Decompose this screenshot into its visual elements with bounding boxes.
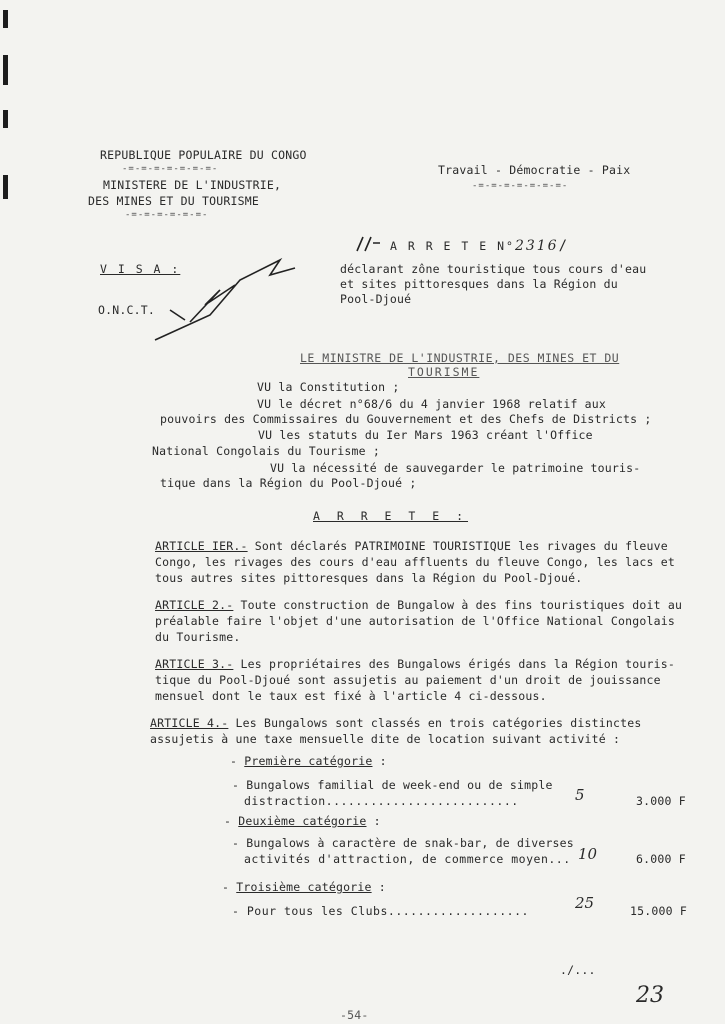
article-1-line3: tous autres sites pittoresques dans la Région du Pool-Djoué. [155,571,583,585]
consideration-statutes-line1: VU les statuts du Ier Mars 1963 créant l'Office [258,428,593,442]
country-name: REPUBLIQUE POPULAIRE DU CONGO [100,148,307,162]
category-1-desc-line1: - Bungalows familial de week-end ou de simple [232,778,553,792]
continuation-mark: ./... [560,963,596,977]
article-2-text: Toute construction de Bungalow à des fins touristiques doit au [233,598,683,612]
category-2-title: Deuxième catégorie [238,814,367,828]
binding-mark [3,55,8,85]
signature-scribble [150,250,300,350]
article-3-line2: tique du Pool-Djoué sont assujetis au paiement d'un droit de jouissance [155,673,661,687]
arrete-heading: A R R E T E : [313,509,469,523]
ministry-rule: -=-=-=-=-=-=- [125,210,209,220]
binding-mark [3,10,8,28]
consideration-heritage-line1: VU la nécessité de sauvegarder le patrimoine touris- [270,461,641,475]
category-3-amount: 15.000 F [630,904,687,918]
category-1-desc-line2: distraction.......................... [244,794,519,808]
category-2-title-row: - Deuxième catégorie : [224,814,381,828]
category-1-hand-value: 5 [575,786,585,804]
visa-label: V I S A : [100,262,181,276]
article-2-label: ARTICLE 2.- [155,598,234,612]
article-2-line3: du Tourisme. [155,630,241,644]
ministry-line2: DES MINES ET DU TOURISME [88,194,259,208]
decree-heading: A R R E T E N°2316/ [390,238,570,254]
article-3-line3: mensuel dont le taux est fixé à l'article 4 ci-dessous. [155,689,547,703]
handwritten-prefix-mark [353,233,383,255]
category-3-title: Troisième catégorie [236,880,372,894]
consideration-heritage-line2: tique dans la Région du Pool-Djoué ; [160,476,417,490]
article-3-label: ARTICLE 3.- [155,657,234,671]
category-3-hand-value: 25 [575,894,595,912]
article-1-line2: Congo, les rivages des cours d'eau affluents du fleuve Congo, les lacs et [155,555,676,569]
country-rule: -=-=-=-=-=-=-=- [122,164,219,174]
consideration-decree-line1: VU le décret n°68/6 du 4 janvier 1968 relatif aux [257,397,607,411]
minister-title-line1: LE MINISTRE DE L'INDUSTRIE, DES MINES ET DU [300,351,620,365]
decree-subject-line1: déclarant zône touristique tous cours d'eau [340,262,647,276]
article-4-line1 [150,716,642,730]
binding-mark [3,175,8,199]
article-2-line1 [155,598,682,612]
page-number: 23 [636,983,664,1008]
binding-mark [3,110,8,128]
consideration-statutes-line2: National Congolais du Tourisme ; [152,444,380,458]
decree-subject-line2: et sites pittoresques dans la Région du [340,277,618,291]
decree-prefix: A R R E T E N° [390,239,515,253]
category-1-title-row: - Première catégorie : [230,754,387,768]
ministry-line1: MINISTERE DE L'INDUSTRIE, [103,178,282,192]
national-motto: Travail - Démocratie - Paix [438,163,631,177]
article-1-label: ARTICLE IER.- [155,539,248,553]
category-2-hand-value: 10 [578,845,598,863]
article-1-text: Sont déclarés PATRIMOINE TOURISTIQUE les rivages du fleuve [247,539,668,553]
article-2-line2: préalable faire l'objet d'une autorisation de l'Office National Congolais [155,614,676,628]
article-4-line2: assujetis à une taxe mensuelle dite de location suivant activité : [150,732,621,746]
article-3-text: Les propriétaires des Bungalows érigés dans la Région touris- [233,657,676,671]
category-2-desc-line1: - Bungalows à caractère de snak-bar, de diverses [232,836,574,850]
motto-rule: -=-=-=-=-=-=-=- [472,181,569,191]
article-3-line1 [155,657,675,671]
category-3-desc-line1: - Pour tous les Clubs................... [232,904,529,918]
category-2-amount: 6.000 F [636,852,686,866]
category-2-desc-line2: activités d'attraction, de commerce moyen... [244,852,571,866]
category-1-amount: 3.000 F [636,794,686,808]
category-3-title-row: - Troisième catégorie : [222,880,386,894]
visa-agency: O.N.C.T. [98,303,155,317]
category-1-title: Première catégorie [244,754,373,768]
decree-subject-line3: Pool-Djoué [340,292,412,306]
decree-number: 2316 [514,238,559,254]
consideration-constitution: VU la Constitution ; [257,380,400,394]
consideration-decree-line2: pouvoirs des Commissaires du Gouvernement et des Chefs de Districts ; [160,412,652,426]
article-4-text: Les Bungalows sont classés en trois catégories distinctes [228,716,642,730]
minister-title-line2: TOURISME [408,365,480,379]
bottom-mark: -54- [340,1008,369,1022]
article-1-line1 [155,539,668,553]
article-4-label: ARTICLE 4.- [150,716,229,730]
